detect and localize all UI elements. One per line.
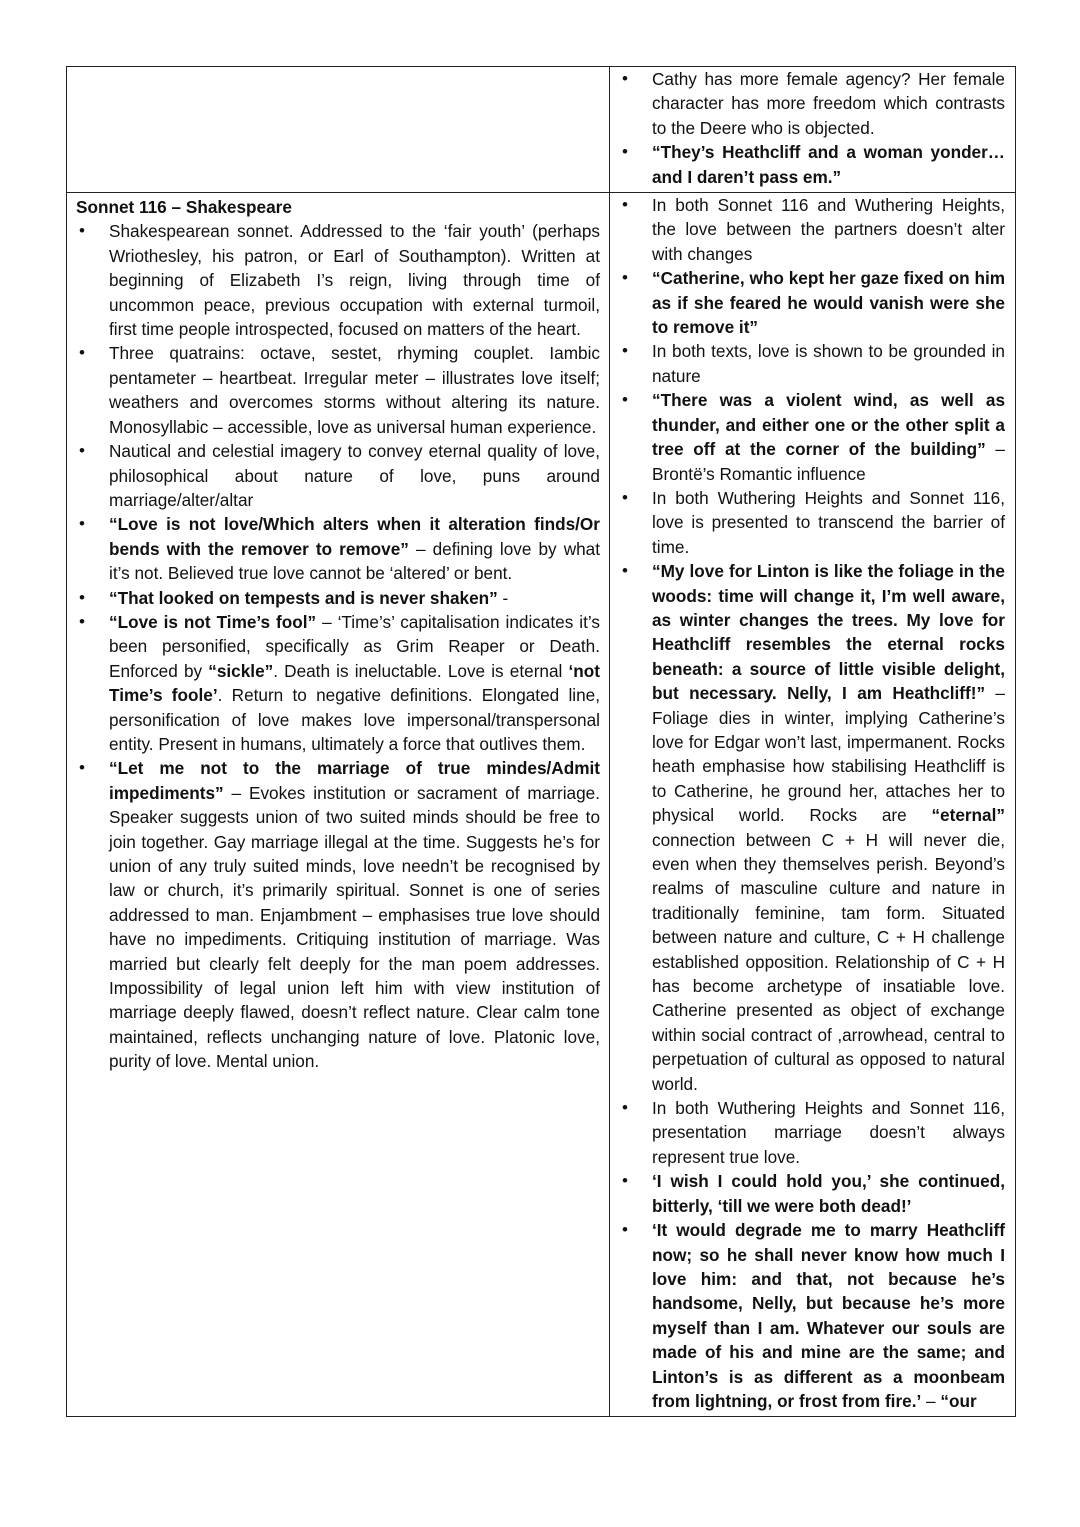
bullet-item	[619, 140, 1005, 189]
bullet-item	[76, 341, 600, 439]
bullet-item	[619, 193, 1005, 266]
notes-table	[66, 66, 1016, 1417]
bullet-item	[619, 339, 1005, 388]
text: In both Wuthering Heights and Sonnet 116, presentation marriage doesn’t always represent true love.	[652, 1098, 1005, 1167]
bullet-item	[619, 559, 1005, 1096]
table-row	[67, 193, 1016, 1417]
bullet-item	[76, 439, 600, 512]
text: – ‘Time’s’ capitalisation indicates it’s been personified, specifically as Grim Reaper or Death. Enforced by	[109, 611, 600, 681]
bold-text: “They’s Heathcliff and a woman yonder… and I daren’t pass em.”	[652, 142, 1005, 187]
table-cell-empty	[67, 67, 610, 193]
bold-text: “Let me not to the marriage of true mindes/Admit impediments”	[109, 758, 600, 803]
text: connection between C + H will never die, even when they themselves perish. Beyond’s realms of masculine culture and nature in traditionally feminine, tam form. Situated between nature and culture, C + H challenge established opposition. Relationship of C + H has become archetype of insatiable love. Catherine presented as object of exchange within social contract of ,arrowhead, central to perpetuation of cultural as opposed to natural world.	[652, 829, 1005, 1094]
bold-text: “eternal”	[931, 805, 1005, 826]
table-row	[67, 67, 1016, 193]
bullet-item	[619, 266, 1005, 339]
text: – Foliage dies in winter, implying Catherine’s love for Edgar won’t last, impermanent. Rocks heath emphasise how stabilising Heathcliff is to Catherine, he ground her, attaches her to physical world. Rocks are	[652, 683, 1005, 826]
text: – Evokes institution or sacrament of marriage. Speaker suggests union of two suited minds should be free to join together. Gay marriage illegal at the time. Suggests he’s for union of any truly suited minds, love needn’t be recognised by law or church, it’s primarily spiritual. Sonnet is one of series addressed to man. Enjambment – emphasises true love should have no impediments. Critiquing institution of marriage. Was married but clearly felt deeply for the man poem addresses. Impossibility of legal union left him with view institution of marriage deeply flawed, doesn’t reflect nature. Clear calm tone maintained, reflects unchanging nature of love. Platonic love, purity of love. Mental union.	[109, 782, 600, 1072]
bold-text: “Love is not love/Which alters when it alteration finds/Or bends with the remover to remove”	[109, 514, 600, 559]
text: In both Sonnet 116 and Wuthering Heights, the love between the partners doesn’t alter with changes	[652, 195, 1005, 264]
bullet-list	[619, 193, 1005, 1413]
bullet-list	[619, 67, 1005, 189]
text: Shakespearean sonnet. Addressed to the ‘fair youth’ (perhaps Wriothesley, his patron, or Earl of Southampton). Written at beginning of Elizabeth I’s reign, living through time of uncommon peace, previous occupation with external turmoil, first time people introspected, focused on matters of the heart.	[109, 221, 600, 340]
bullet-item	[76, 586, 600, 610]
bullet-item	[76, 219, 600, 341]
text: In both texts, love is shown to be grounded in nature	[652, 341, 1005, 386]
bullet-item	[619, 388, 1005, 486]
table-cell-left	[67, 193, 610, 1417]
bold-text: “My love for Linton is like the foliage in the woods: time will change it, I’m well aware, as winter changes the trees. My love for Heathcliff resembles the eternal rocks beneath: a source of little visible delight, but necessary. Nelly, I am Heathcliff!”	[652, 561, 1005, 704]
bold-text: “Love is not Time’s fool”	[109, 611, 317, 632]
bold-text: “our	[940, 1390, 977, 1411]
text: In both Wuthering Heights and Sonnet 116, love is presented to transcend the barrier of time.	[652, 487, 1005, 557]
bold-text: “That looked on tempests and is never shaken”	[109, 587, 498, 608]
bold-text: “sickle”	[208, 660, 274, 681]
bold-text: “Catherine, who kept her gaze fixed on him as if she feared he would vanish were she to remove it”	[652, 268, 1005, 338]
text: -	[497, 587, 509, 608]
table-cell-right	[610, 67, 1016, 193]
bullet-list	[76, 219, 600, 1073]
section-heading: Sonnet 116 – Shakespeare	[76, 197, 292, 218]
bullet-item	[619, 1096, 1005, 1169]
bullet-item	[76, 610, 600, 756]
text: Nautical and celestial imagery to convey eternal quality of love, philosophical about nature of love, puns around marriage/alter/altar	[109, 441, 600, 510]
bold-text: ‘It would degrade me to marry Heathcliff now; so he shall never know how much I love him: and that, not because he’s handsome, Nelly, but because he’s more myself than I am. Whatever our souls are made of his and mine are the same; and Linton’s is as different as a moonbeam from lightning, or frost from fire.’	[652, 1220, 1005, 1411]
text: . Death is ineluctable. Love is eternal	[273, 660, 569, 681]
text: . Return to negative definitions. Elongated line, personification of love makes love impersonal/transpersonal entity. Present in humans, ultimately a force that outlives them.	[109, 685, 600, 754]
text: Cathy has more female agency? Her female character has more freedom which contrasts to the Deere who is objected.	[652, 69, 1005, 138]
text: – defining love by what it’s not. Believed true love cannot be ‘altered’ or bent.	[109, 538, 600, 584]
bullet-item	[619, 1169, 1005, 1218]
bullet-item	[619, 1218, 1005, 1413]
bold-text: “There was a violent wind, as well as thunder, and either one or the other split a tree off at the corner of the building”	[652, 390, 1005, 460]
bullet-item	[619, 67, 1005, 140]
bullet-item	[619, 486, 1005, 559]
text: – Brontë’s Romantic influence	[652, 439, 1005, 484]
table-cell-right	[610, 193, 1016, 1417]
bullet-item	[76, 756, 600, 1073]
text: Three quatrains: octave, sestet, rhyming couplet. Iambic pentameter – heartbeat. Irregular meter – illustrates love itself; weathers and overcomes storms without altering its nature. Monosyllabic – accessible, love as universal human experience.	[109, 343, 600, 437]
bold-text: ‘I wish I could hold you,’ she continued, bitterly, ‘till we were both dead!’	[652, 1171, 1005, 1216]
text: –	[921, 1390, 941, 1411]
bold-text: ‘not Time’s foole’	[109, 660, 601, 706]
bullet-item	[76, 512, 600, 585]
